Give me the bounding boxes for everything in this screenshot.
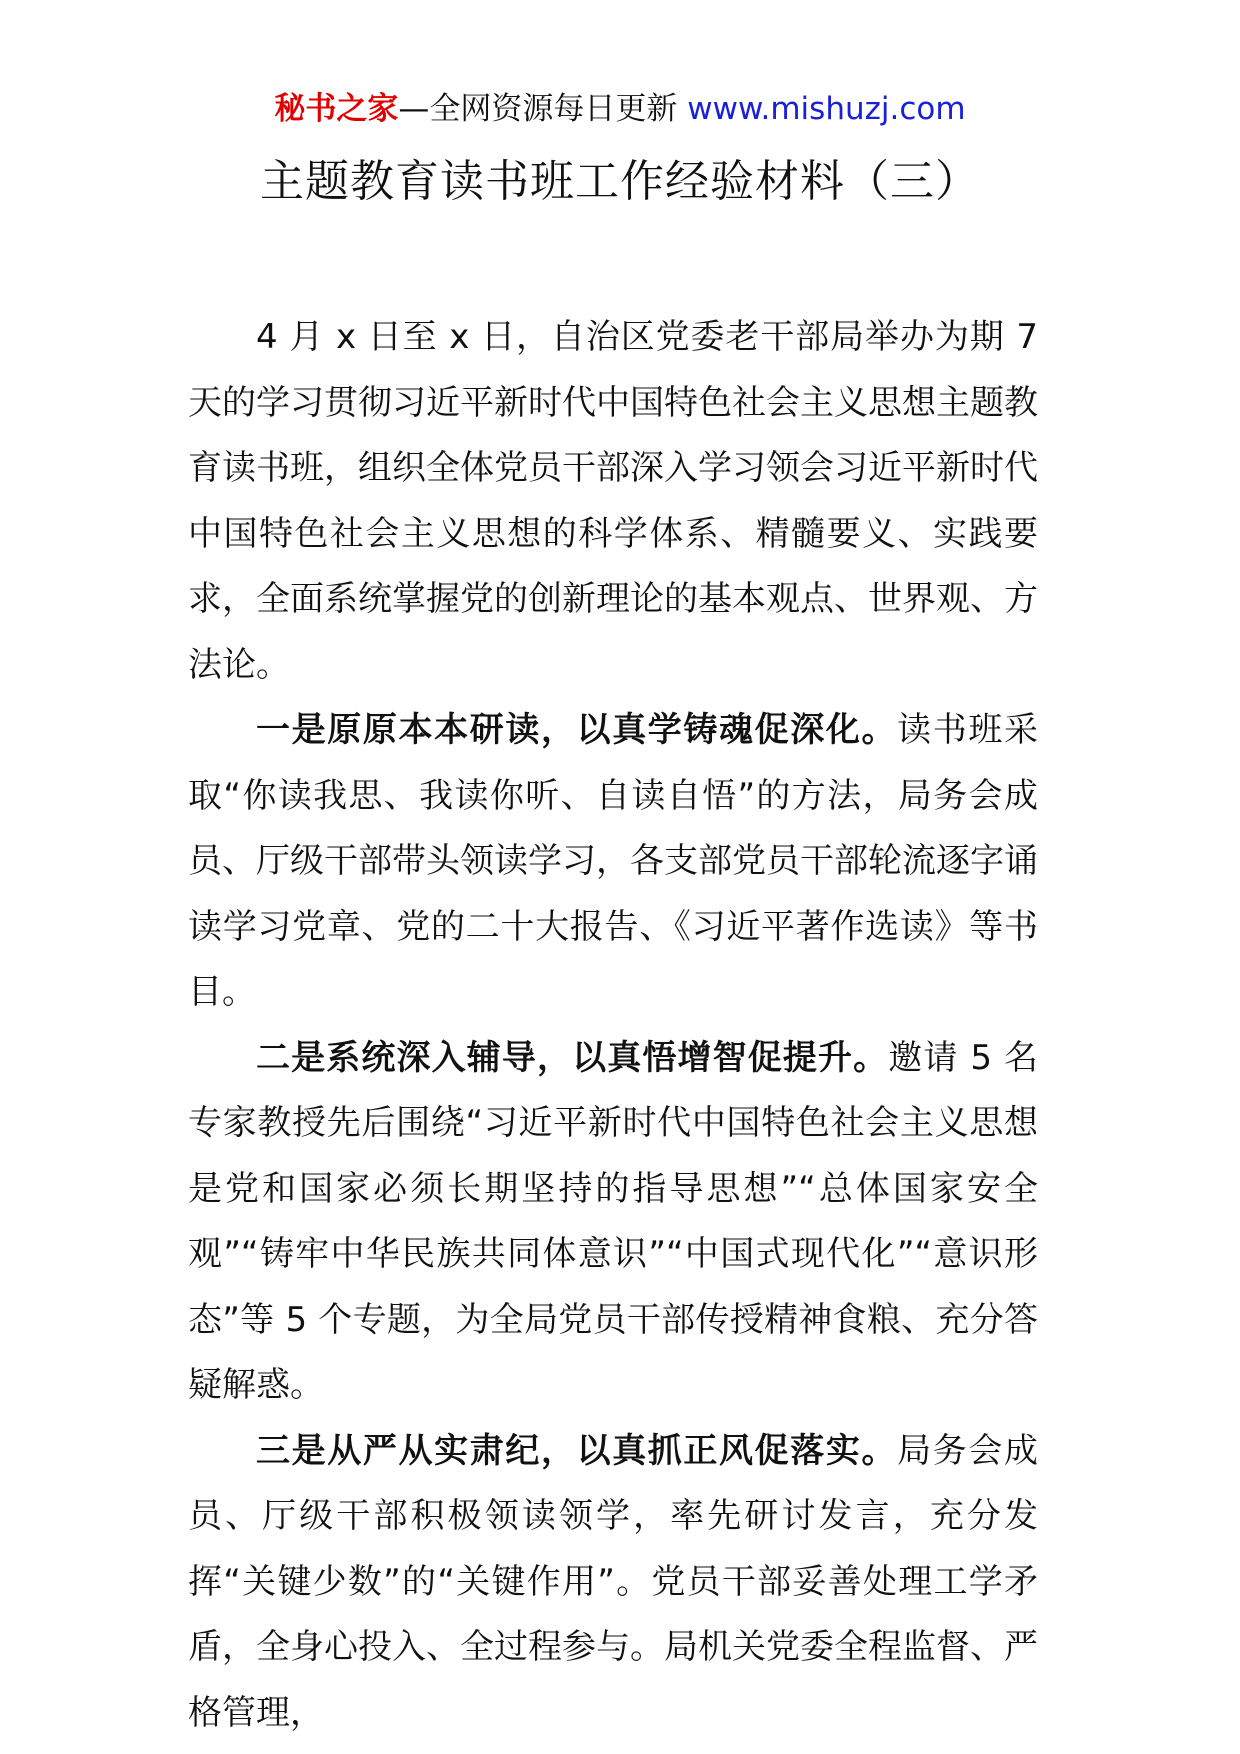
paragraph-point-two	[188, 1026, 1038, 1419]
paragraph-point-three	[188, 1419, 1038, 1747]
paragraph-text: 局务会成员、厅级干部积极领读领学，率先研讨发言，充分发挥“关键少数”的“关键作用”。党员干部妥善处理工学矛盾，全身心投入、全过程参与。局机关党委全程监督、严格管理，	[188, 1430, 1039, 1733]
site-brand: 秘书之家	[274, 91, 399, 127]
paragraph-lead: 三是从严从实肃纪，以真抓正风促落实。	[256, 1430, 898, 1471]
paragraph-text: 读书班采取“你读我思、我读你听、自读自悟”的方法，局务会成员、厅级干部带头领读学习，各支部党员干部轮流逐字诵读学习党章、党的二十大报告、《习近平著作选读》等书目。	[188, 710, 1039, 1012]
document-title: 主题教育读书班工作经验材料（三）	[260, 156, 980, 207]
paragraph-lead: 二是系统深入辅导，以真悟增智促提升。	[256, 1037, 889, 1078]
paragraph-text: 邀请 5 名专家教授先后围绕“习近平新时代中国特色社会主义思想是党和国家必须长期坚持的指导思想”“总体国家安全观”“铸牢中华民族共同体意识”“中国式现代化”“意识形态”等 5 个专题，为全局党员干部传授精神食粮、充分答疑解惑。	[188, 1037, 1038, 1405]
paragraph-point-one	[188, 698, 1038, 1026]
site-url-link[interactable]: www.mishuzj.com	[687, 91, 966, 127]
site-tagline: —全网资源每日更新	[398, 91, 678, 127]
site-header	[0, 86, 1240, 132]
paragraph-lead: 一是原原本本研读，以真学铸魂促深化。	[256, 710, 898, 750]
paragraph-intro	[188, 305, 1038, 698]
document-body	[188, 305, 1038, 1746]
paragraph-text: 4 月 x 日至 x 日，自治区党委老干部局举办为期 7 天的学习贯彻习近平新时代中国特色社会主义思想主题教育读书班，组织全体党员干部深入学习领会习近平新时代中国特色社会主义思想的科学体系、精髓要义、实践要求，全面系统掌握党的创新理论的基本观点、世界观、方法论。	[188, 317, 1038, 685]
